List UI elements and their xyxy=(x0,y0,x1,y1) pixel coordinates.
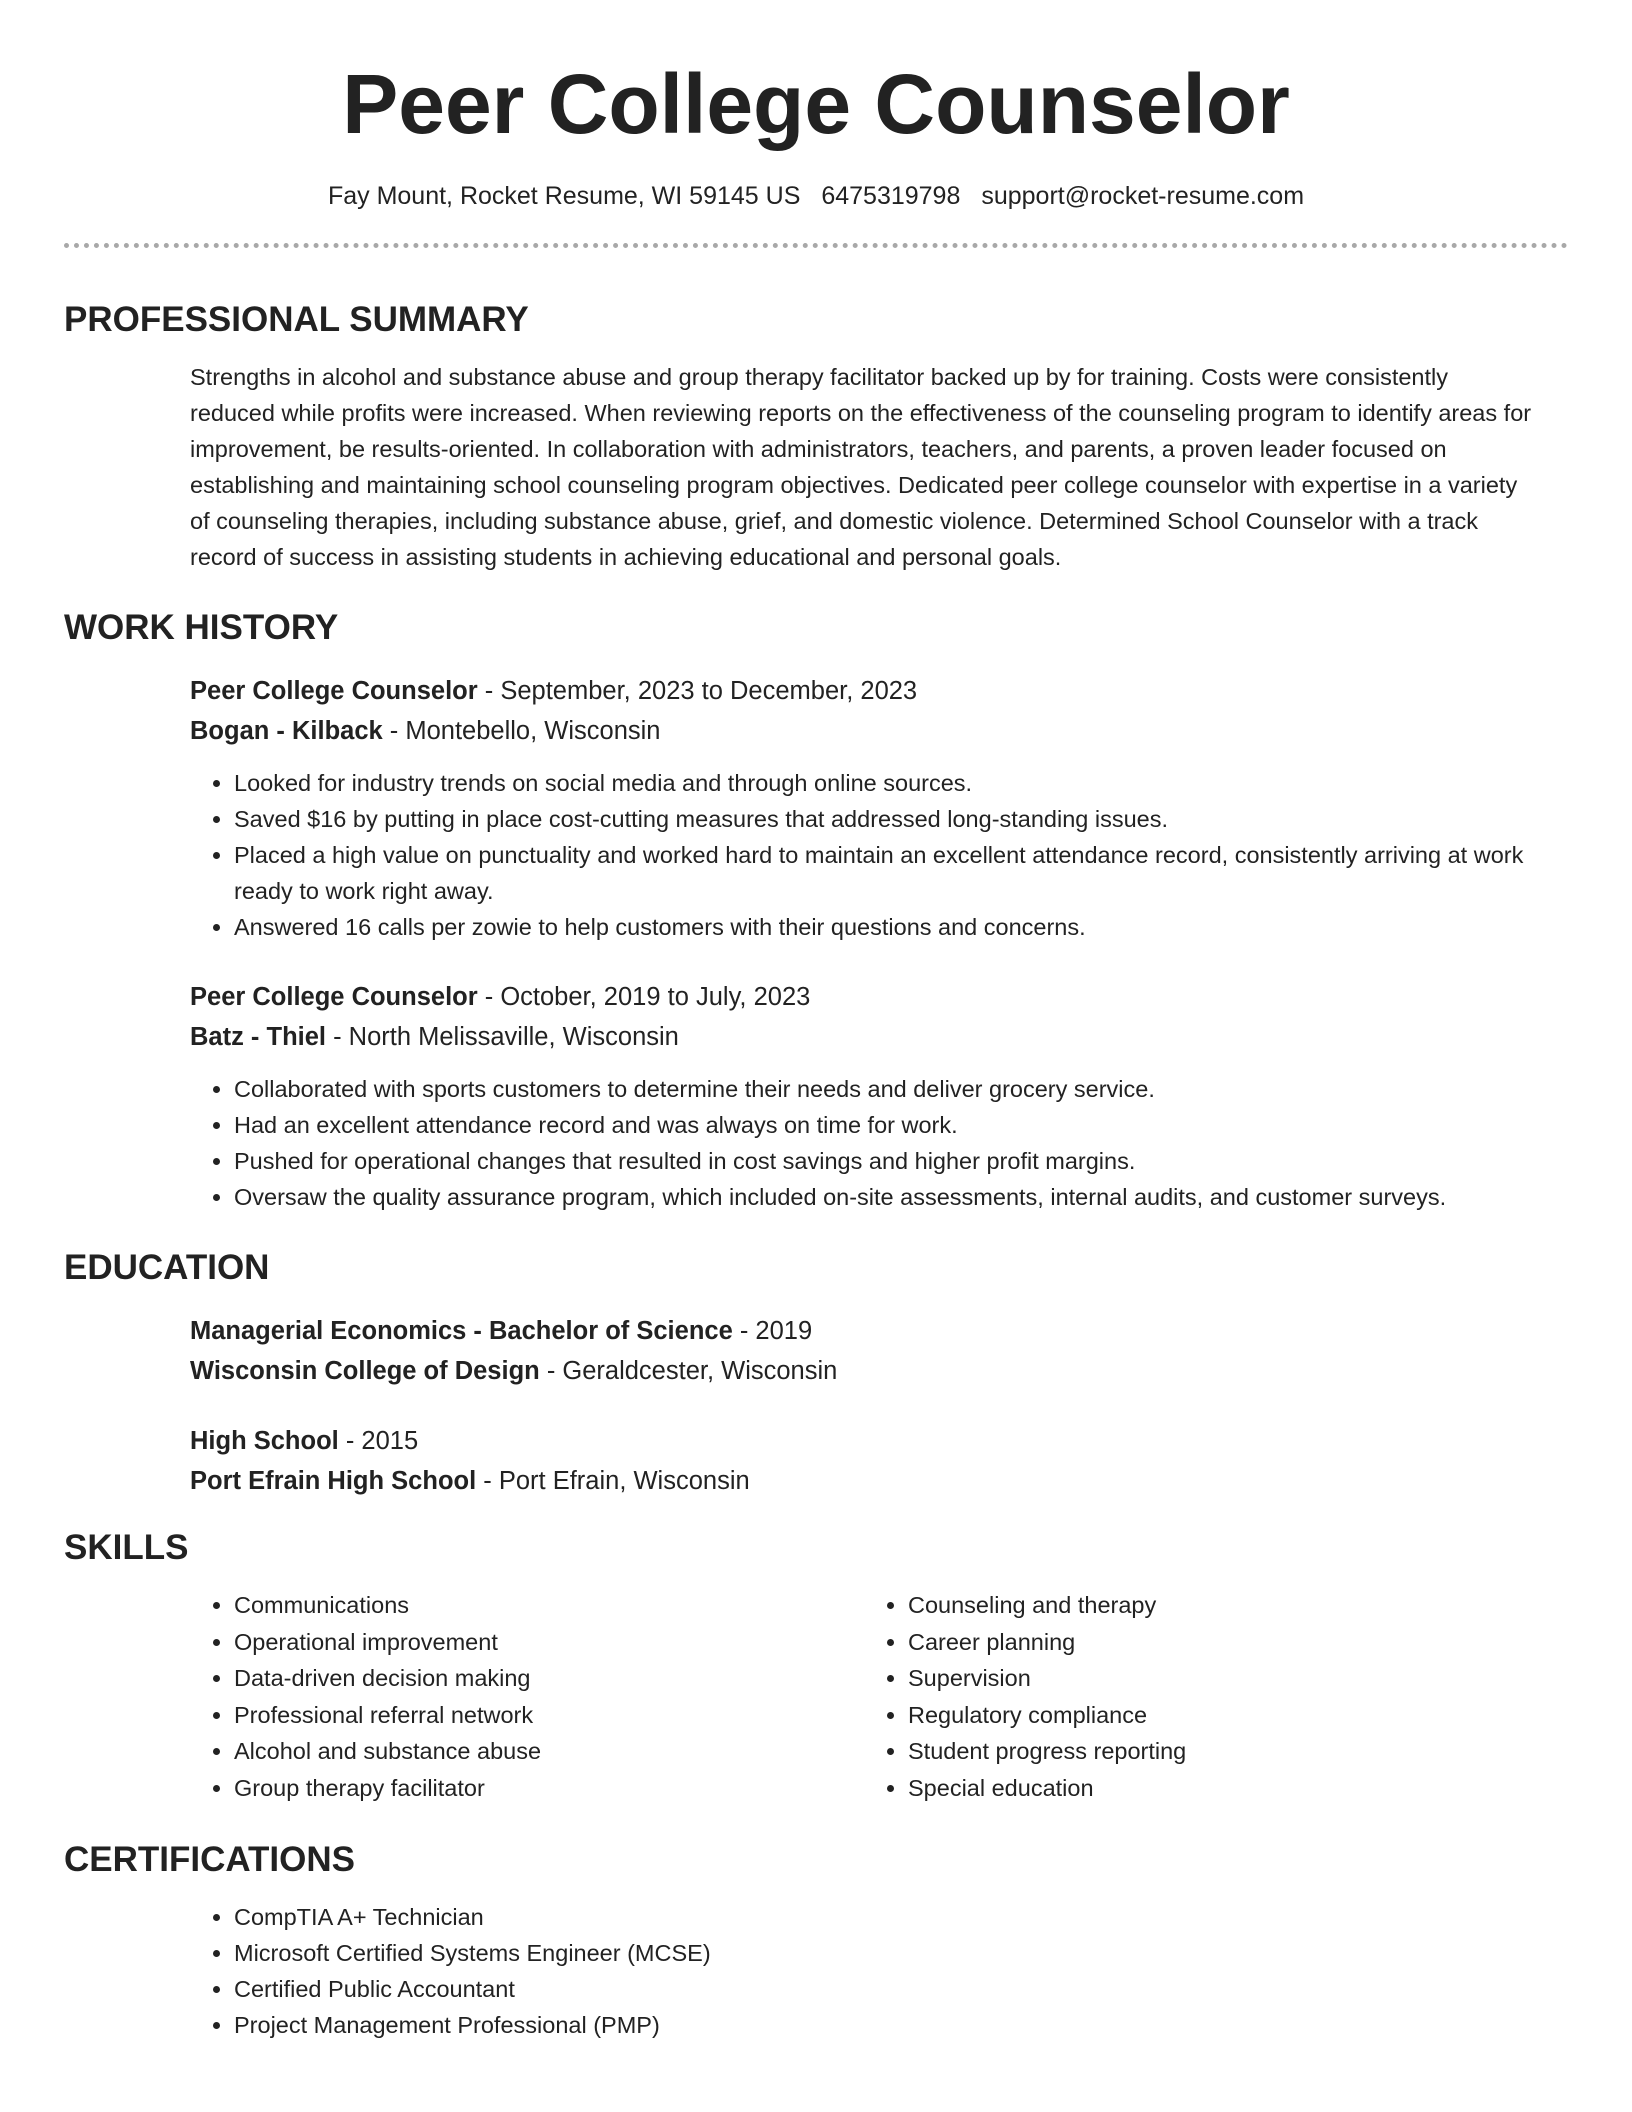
summary-section xyxy=(64,302,1568,575)
job-company: Batz - Thiel xyxy=(190,1023,327,1051)
job-bullet: • Oversaw the quality assurance program, which included on-site assessments, internal audits, and customer surveys. xyxy=(234,1179,1538,1215)
job-entry xyxy=(190,977,1538,1215)
education-location: - Geraldcester, Wisconsin xyxy=(539,1357,838,1385)
contact-email: support@rocket-resume.com xyxy=(981,182,1305,210)
skill-item: • Communications xyxy=(234,1587,864,1624)
education-school-line xyxy=(190,1461,1538,1501)
job-bullet: • Looked for industry trends on social media and through online sources. xyxy=(234,765,1538,801)
contact-line xyxy=(64,182,1568,211)
job-bullets xyxy=(190,765,1538,945)
education-entry xyxy=(190,1311,1538,1391)
certification-item: • CompTIA A+ Technician xyxy=(234,1899,1538,1935)
job-entry xyxy=(190,671,1538,945)
education-year: - 2015 xyxy=(338,1427,419,1455)
skills-column-left xyxy=(190,1587,864,1806)
job-role: Peer College Counselor xyxy=(190,983,478,1011)
job-company-line xyxy=(190,1017,1538,1057)
job-location: - Montebello, Wisconsin xyxy=(382,717,661,745)
education-school: Wisconsin College of Design xyxy=(190,1357,540,1385)
job-dates: - October, 2019 to July, 2023 xyxy=(477,983,811,1011)
header-divider xyxy=(64,243,1568,248)
section-title-skills: SKILLS xyxy=(64,1528,189,1567)
work-section xyxy=(64,610,1568,1215)
education-school-line xyxy=(190,1351,1538,1391)
job-bullet: • Saved $16 by putting in place cost-cutting measures that addressed long-standing issues. xyxy=(234,801,1538,837)
skill-item: • Career planning xyxy=(908,1624,1538,1661)
job-bullet: • Had an excellent attendance record and was always on time for work. xyxy=(234,1107,1538,1143)
education-section xyxy=(64,1250,1568,1501)
education-entry xyxy=(190,1421,1538,1501)
education-location: - Port Efrain, Wisconsin xyxy=(476,1467,750,1495)
certifications-section xyxy=(64,1842,1568,2043)
skill-item: • Data-driven decision making xyxy=(234,1660,864,1697)
education-degree-line xyxy=(190,1311,1538,1351)
resume-page xyxy=(64,0,1568,2038)
job-bullet: • Answered 16 calls per zowie to help customers with their questions and concerns. xyxy=(234,909,1538,945)
summary-text: Strengths in alcohol and substance abuse and group therapy facilitator backed up by for training. Costs were consistently reduced while profits were increased. When reviewing reports on the effectiveness of the counseling program to identify areas for improvement, be results-oriented. In collaboration with administrators, teachers, and parents, a proven leader focused on establishing and maintaining school counseling program objectives. Dedicated peer college counselor with expertise in a variety of counseling therapies, including substance abuse, grief, and domestic violence. Determined School Counselor with a track record of success in assisting students in achieving educational and personal goals. xyxy=(190,364,1532,570)
contact-phone: 6475319798 xyxy=(821,182,961,210)
job-title-line xyxy=(190,977,1538,1017)
job-bullet: • Collaborated with sports customers to determine their needs and deliver grocery service. xyxy=(234,1071,1538,1107)
candidate-name: Peer College Counselor xyxy=(342,57,1290,151)
skills-column-right xyxy=(864,1587,1538,1806)
job-company-line xyxy=(190,711,1538,751)
job-bullet: • Pushed for operational changes that resulted in cost savings and higher profit margins. xyxy=(234,1143,1538,1179)
job-bullet: • Placed a high value on punctuality and worked hard to maintain an excellent attendance record, consistently arriving at work ready to work right away. xyxy=(234,837,1538,909)
job-bullets xyxy=(190,1071,1538,1215)
job-company: Bogan - Kilback xyxy=(190,717,383,745)
skill-item: • Professional referral network xyxy=(234,1697,864,1734)
contact-address: Fay Mount, Rocket Resume, WI 59145 US xyxy=(327,182,801,210)
skill-item: • Group therapy facilitator xyxy=(234,1770,864,1807)
education-degree-line xyxy=(190,1421,1538,1461)
skills-section xyxy=(64,1530,1568,1806)
section-title-education: EDUCATION xyxy=(64,1248,270,1287)
education-degree: Managerial Economics - Bachelor of Science xyxy=(190,1317,733,1345)
education-school: Port Efrain High School xyxy=(190,1467,477,1495)
skill-item: • Alcohol and substance abuse xyxy=(234,1733,864,1770)
certification-item: • Certified Public Accountant xyxy=(234,1971,1538,2007)
certification-item: • Project Management Professional (PMP) xyxy=(234,2007,1538,2043)
skills-list xyxy=(190,1587,1538,1806)
job-location: - North Melissaville, Wisconsin xyxy=(326,1023,679,1051)
certification-item: • Microsoft Certified Systems Engineer (MCSE) xyxy=(234,1935,1538,1971)
section-title-certifications: CERTIFICATIONS xyxy=(64,1840,356,1879)
job-role: Peer College Counselor xyxy=(190,677,478,705)
certifications-list xyxy=(190,1899,1538,2043)
skill-item: • Student progress reporting xyxy=(908,1733,1538,1770)
job-dates: - September, 2023 to December, 2023 xyxy=(477,677,918,705)
skill-item: • Special education xyxy=(908,1770,1538,1807)
job-title-line xyxy=(190,671,1538,711)
skill-item: • Counseling and therapy xyxy=(908,1587,1538,1624)
skill-item: • Supervision xyxy=(908,1660,1538,1697)
education-year: - 2019 xyxy=(732,1317,813,1345)
section-title-summary: PROFESSIONAL SUMMARY xyxy=(64,300,529,339)
education-degree: High School xyxy=(190,1427,339,1455)
skill-item: • Operational improvement xyxy=(234,1624,864,1661)
section-title-work: WORK HISTORY xyxy=(64,608,339,647)
skill-item: • Regulatory compliance xyxy=(908,1697,1538,1734)
